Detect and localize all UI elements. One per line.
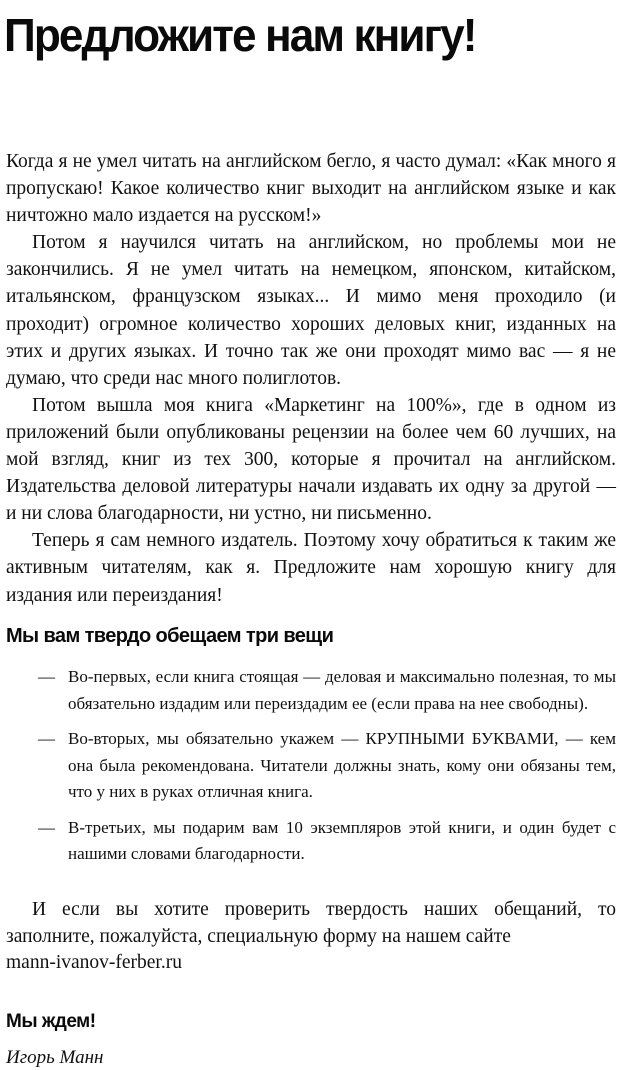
list-item-text: Во-вторых, мы обязательно укажем — КРУПНЫМИ БУКВАМИ, — кем она была рекомендована. Читатели должны знать, кому они обязаны тем, что у них в руках отличная книга. [68, 729, 616, 801]
closing-paragraph [6, 897, 616, 977]
dash-marker: — [38, 817, 55, 837]
closing-text [6, 897, 616, 977]
website-link[interactable]: mann-ivanov-ferber.ru [6, 952, 182, 973]
waiting-line: Мы ждем! [6, 1011, 96, 1032]
dash-marker: — [38, 729, 55, 748]
paragraph-1: Когда я не умел читать на английском бегло, я часто думал: «Как много я пропускаю! Какое количество книг выходит на английском языке и как ничтожно мало издается на русском!» [6, 151, 616, 227]
list-item-text: В-третьих, мы подарим вам 10 экземпляров этой книги, и один будет с нашими словами благодарности. [68, 817, 616, 863]
paragraph-3: Потом вышла моя книга «Маркетинг на 100%», где в одном из приложений были опубликованы рецензии на более чем 60 лучших, на мой взгляд, книг из тех 300, которые я прочитал на английском. Издательства деловой литературы начали издавать их одну за другой — и ни слова благодарности, ни устно, ни письменно. [6, 394, 616, 525]
list-item [38, 726, 616, 806]
paragraph-2: Потом я научился читать на английском, но проблемы мои не закончились. Я не умел читать на немецком, японском, китайском, итальянском, французском языках... И мимо меня проходило (и проходит) огромное количество хороших деловых книг, изданных на этих и других языках. И точно так же они проходят мимо вас — я не думаю, что среди нас много полиглотов. [6, 232, 616, 389]
intro-text [6, 148, 616, 609]
dash-marker: — [38, 667, 55, 686]
closing-sentence: И если вы хотите проверить твердость наших обещаний, то заполните, пожалуйста, специальную форму на нашем сайте [6, 899, 616, 947]
promises-list [38, 664, 616, 877]
page-title: Предложите нам книгу! [4, 9, 476, 61]
author-signature: Игорь Манн [6, 1047, 104, 1068]
list-item-text: Во-первых, если книга стоящая — деловая и максимально полезная, то мы обязательно издадим или переиздадим ее (если права на нее свободны). [68, 667, 616, 713]
paragraph-4: Теперь я сам немного издатель. Поэтому хочу обратиться к таким же активным читателям, как я. Предложите нам хорошую книгу для издания или переиздания! [6, 530, 616, 606]
list-item [38, 664, 616, 717]
promises-heading: Мы вам твердо обещаем три вещи [6, 625, 334, 647]
list-item [38, 815, 616, 868]
